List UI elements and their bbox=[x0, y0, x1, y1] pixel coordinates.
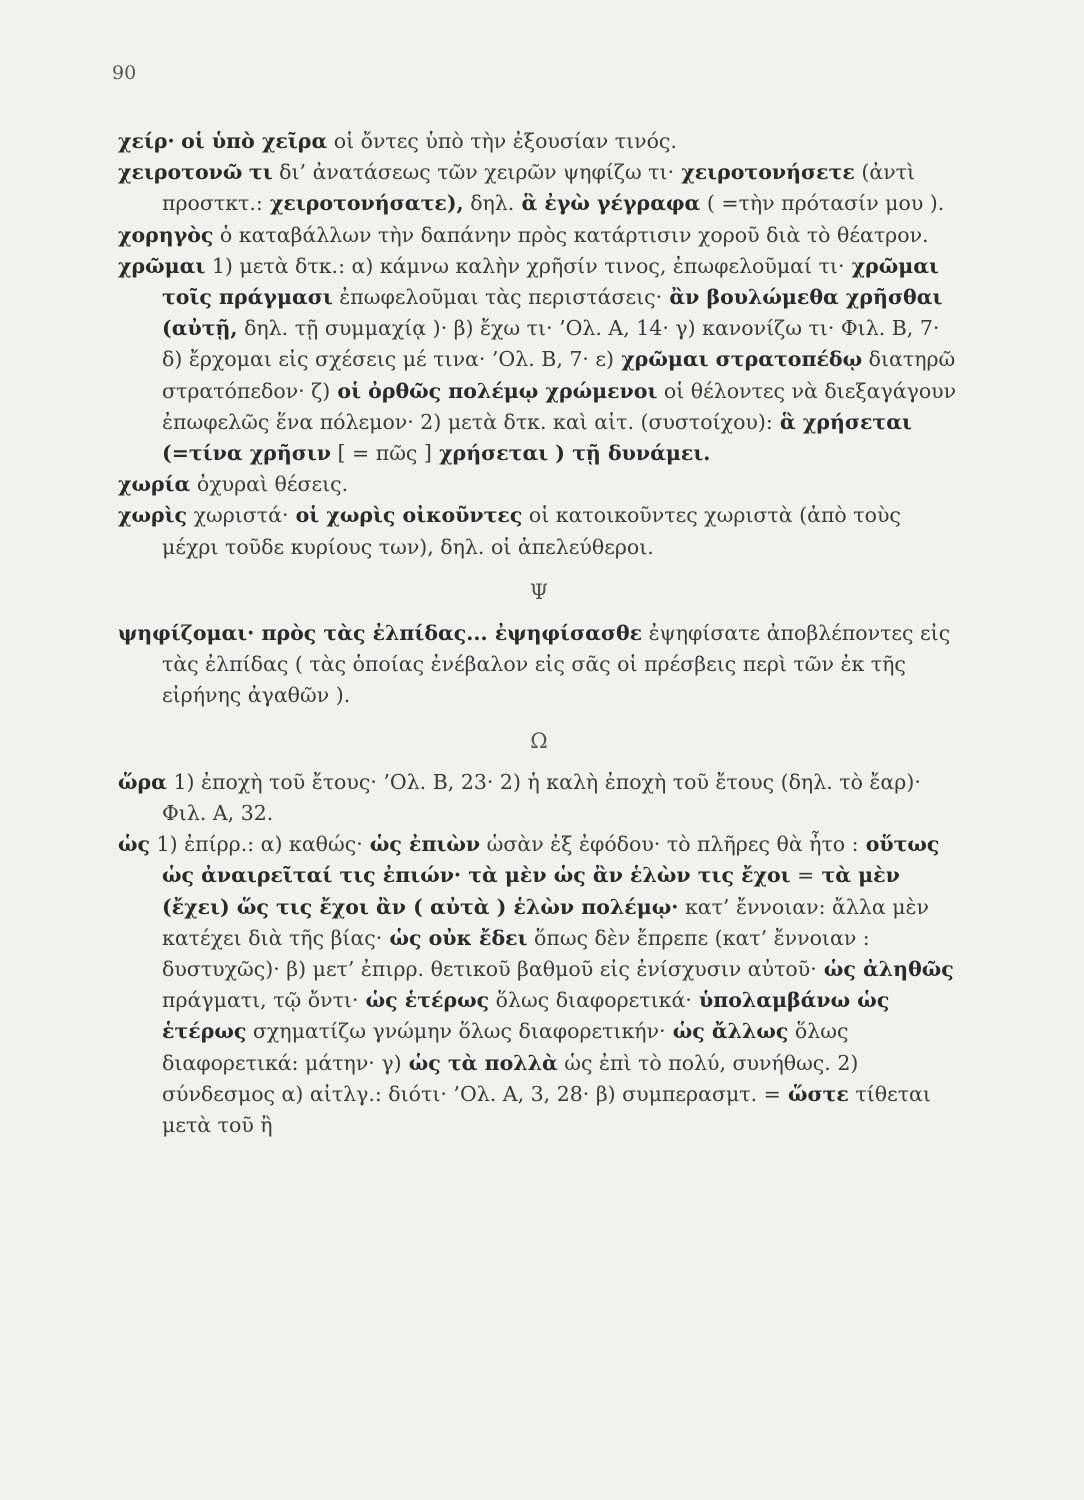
headword: χορηγὸς bbox=[118, 222, 214, 247]
phrase: χειροτονήσατε), bbox=[262, 191, 464, 216]
definition: δηλ. bbox=[463, 191, 515, 216]
headword: χωρὶς bbox=[118, 503, 188, 528]
section-letter-omega: Ω bbox=[530, 728, 548, 753]
phrase: χειροτονήσετε bbox=[674, 160, 855, 185]
phrase: ἂν βουλώμεθα χρῆσθαι (αὐτῇ, bbox=[162, 285, 943, 341]
section-letter-psi: Ψ bbox=[529, 579, 549, 604]
phrase: χρῶμαι στρατοπέδῳ bbox=[614, 347, 863, 372]
definition: χωριστά· bbox=[187, 503, 289, 528]
phrase: ὑπολαμβάνω ὡς ἑτέρως bbox=[162, 988, 890, 1044]
phrase: χρῶμαι τοῖς πράγμασι bbox=[162, 253, 939, 310]
definition: = bbox=[790, 863, 815, 888]
definition: πράγματι, τῷ ὄντι· bbox=[162, 988, 359, 1013]
headword: χωρία bbox=[118, 472, 191, 497]
definition: σχηματίζω γνώμην ὅλως διαφορετικήν· bbox=[246, 1019, 666, 1044]
page-number: 90 bbox=[112, 62, 137, 84]
phrase: ὡς οὐκ ἔδει bbox=[382, 925, 528, 950]
entry-chromai bbox=[118, 251, 960, 469]
definition: 1) ἐποχὴ τοῦ ἔτους· ’Ολ. Β, 23· 2) ἡ καλὴ ἐποχὴ τοῦ ἔτους (δηλ. τὸ ἔαρ)· Φιλ. Α, 32. bbox=[162, 769, 921, 826]
definition: τίθεται μετὰ τοῦ ἢ bbox=[162, 1081, 931, 1138]
definition: οἱ κατοικοῦντες χωριστὰ (ἀπὸ τοὺς μέχρι τοῦδε κυρίους των), δηλ. οἱ ἀπελεύθεροι. bbox=[162, 503, 901, 559]
phrase: ὥστε bbox=[780, 1081, 849, 1106]
phrase: ὡς ἄλλως bbox=[665, 1019, 789, 1044]
definition: ὅπως δὲν ἔπρεπε (κατ’ ἔννοιαν : δυστυχῶς)· β) μετ’ ἐπιρρ. θετικοῦ βαθμοῦ εἰς ἐνίσχυσιν αὐτοῦ· bbox=[162, 925, 870, 982]
entry-hora bbox=[118, 767, 960, 829]
definition: ἐπωφελοῦμαι τὰς περιστάσεις· bbox=[332, 285, 663, 310]
headword: χειροτονῶ bbox=[118, 160, 243, 185]
definition: [ = πῶς ] bbox=[331, 441, 432, 466]
entry-hos bbox=[118, 829, 960, 1141]
phrase: οἱ ὀρθῶς πολέμῳ χρώμενοι bbox=[330, 378, 658, 403]
phrase: οὕτως ὡς ἀναιρεῖταί τις ἐπιών· τὰ μὲν ὡς ἂν ἑλὼν τις ἔχοι bbox=[162, 832, 940, 888]
headword: χείρ· bbox=[118, 129, 175, 153]
entry-choria bbox=[118, 469, 960, 500]
headword: ὡς bbox=[118, 832, 151, 857]
phrase: οἱ ὑπὸ χεῖρα bbox=[181, 129, 328, 153]
definition: ὅλως διαφορετικά· bbox=[489, 988, 692, 1013]
phrase: ὡς τὰ πολλὰ bbox=[401, 1050, 558, 1075]
entry-cheir bbox=[118, 126, 960, 157]
definition: 1) ἐπίρρ.: α) καθώς· bbox=[150, 832, 363, 857]
definition: οἱ ὄντες ὑπὸ τὴν ἐξουσίαν τινός. bbox=[327, 129, 677, 153]
phrase: ὡς ἀληθῶς bbox=[816, 957, 954, 982]
entry-choregos bbox=[118, 220, 960, 251]
definition: ὁ καταβάλλων τὴν δαπάνην πρὸς κατάρτισιν χοροῦ διὰ τὸ θέατρον. bbox=[213, 222, 929, 247]
definition: ὡσὰν ἐξ ἐφόδου· τὸ πλῆρες θὰ ἦτο : bbox=[480, 832, 859, 857]
entry-psephizomai bbox=[118, 618, 960, 712]
phrase: ἃ ἐγὼ γέγραφα bbox=[514, 191, 701, 216]
definition: διατηρῶ στρατόπεδον· ζ) bbox=[162, 347, 956, 403]
headword: ψηφίζομαι· bbox=[118, 621, 255, 646]
phrase: ὡς ἑτέρως bbox=[358, 988, 490, 1013]
phrase: ὡς ἐπιὼν bbox=[362, 832, 481, 857]
phrase: οἱ χωρὶς οἰκοῦντες bbox=[288, 503, 523, 528]
definition: δηλ. τῇ συμμαχίᾳ )· β) ἔχω τι· ’Ολ. Α, 14· γ) κανονίζω τι· Φιλ. Β, 7· δ) ἔρχομαι εἰς σχέσεις μέ τινα· ’Ολ. Β, 7· ε) bbox=[162, 316, 940, 372]
phrase: ἃ χρήσεται (=τίνα χρῆσιν bbox=[162, 409, 912, 466]
definition: ὅλως διαφορετικά: μάτην· γ) bbox=[162, 1019, 849, 1075]
headword: ὥρα bbox=[118, 769, 167, 794]
definition: ὀχυραὶ θέσεις. bbox=[190, 472, 349, 497]
phrase: τὰ μὲν (ἔχει) ὥς τις ἔχοι ἂν ( αὐτὰ ) ἑλὼν πολέμῳ· bbox=[162, 863, 900, 919]
definition: (ἀντὶ προστκτ.: bbox=[162, 160, 916, 216]
dictionary-text bbox=[118, 126, 960, 1141]
definition: ἐψηφίσατε ἀποβλέποντες εἰς τὰς ἐλπίδας ( τὰς ὁποίας ἐνέβαλον εἰς σᾶς οἱ πρέσβεις περὶ τῶν ἐκ τῆς εἰρήνης ἀγαθῶν ). bbox=[162, 621, 951, 708]
definition: κατ’ ἔννοιαν: ἄλλα μὲν κατέχει διὰ τῆς βίας· bbox=[162, 894, 929, 950]
definition: δι’ ἀνατάσεως τῶν χειρῶν ψηφίζω τι· bbox=[272, 160, 675, 185]
entry-choris bbox=[118, 500, 960, 562]
phrase: ἐψηφίσασθε bbox=[487, 621, 643, 646]
definition: 1) μετὰ δτκ.: α) κάμνω καλὴν χρῆσίν τινος, ἐπωφελοῦμαί τι· bbox=[205, 253, 845, 278]
definition: ὡς ἐπὶ τὸ πολύ, συνήθως. 2) σύνδεσμος α) αἰτλγ.: διότι· ’Ολ. Α, 3, 28· β) συμπερασμτ. = bbox=[162, 1050, 859, 1106]
definition: ( =τὴν πρότασίν μου ). bbox=[700, 191, 945, 216]
phrase: τι bbox=[248, 160, 273, 185]
phrase: πρὸς τὰς ἐλπίδας... bbox=[254, 621, 488, 646]
headword: χρῶμαι bbox=[118, 253, 206, 278]
definition: οἱ θέλοντες νὰ διεξαγάγουν ἐπωφελῶς ἕνα πόλεμον· 2) μετὰ δτκ. καὶ αἰτ. (συστοίχου): bbox=[162, 378, 957, 434]
entry-cheirotono bbox=[118, 157, 960, 219]
phrase: χρήσεται ) τῇ δυνάμει. bbox=[431, 441, 711, 466]
